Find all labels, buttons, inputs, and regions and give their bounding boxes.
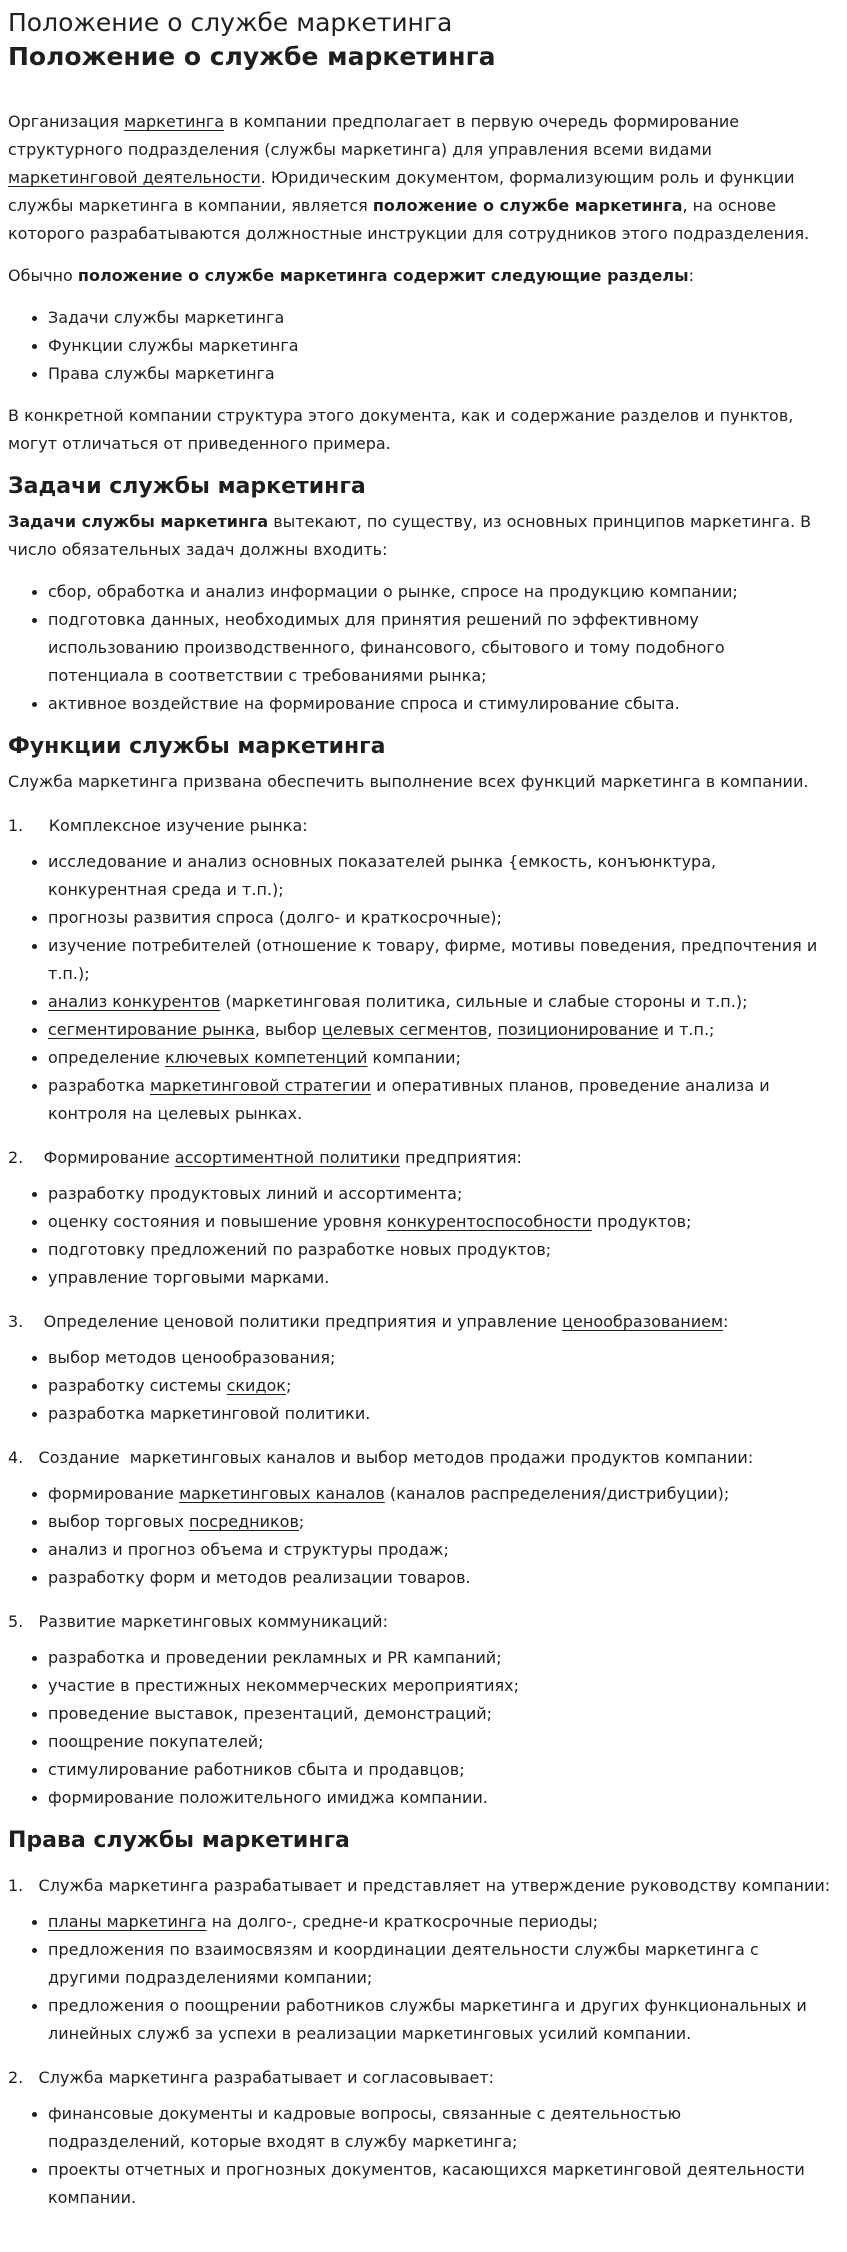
rights-heading: Права службы маркетинга [8, 1828, 350, 1853]
text-segment: предложения по взаимосвязям и координации деятельности службы маркетинга с другими подразделениями компании; [48, 1940, 759, 1987]
bullet-list [8, 848, 823, 1128]
text-segment: подготовку предложений по разработке новых продуктов; [48, 1240, 552, 1259]
list-item [48, 2100, 823, 2156]
inline-link[interactable]: ценообразованием [562, 1312, 724, 1331]
text-segment: ; [298, 1512, 305, 1531]
text-segment: продуктов; [591, 1212, 692, 1231]
list-item [48, 2156, 823, 2212]
list-item [48, 1236, 823, 1264]
inline-link[interactable]: целевых сегментов [321, 1020, 488, 1039]
tasks-list [8, 578, 823, 718]
text-segment: (маркетинговая политика, сильные и слабые стороны и т.п.); [220, 992, 748, 1011]
list-item [48, 690, 823, 718]
list-item [48, 904, 823, 932]
inline-link[interactable]: маркетинга [124, 112, 225, 131]
list-item [48, 1400, 823, 1428]
text-segment: ; [285, 1376, 292, 1395]
text-segment: предприятия: [399, 1148, 522, 1167]
text-segment: изучение потребителей (отношение к товару, фирме, мотивы поведения, предпочтения и т.п.); [48, 936, 818, 983]
list-item [48, 1908, 823, 1936]
text-segment: : [723, 1312, 729, 1331]
numbered-item-title [8, 1872, 831, 1900]
text-segment: 5. Развитие маркетинговых коммуникаций: [8, 1612, 388, 1631]
inline-link[interactable]: планы маркетинга [48, 1912, 207, 1931]
list-item [48, 1936, 823, 1992]
inline-link[interactable]: ассортиментной политики [174, 1148, 400, 1167]
list-item [48, 1784, 823, 1812]
inline-link[interactable]: маркетинговой стратегии [149, 1076, 372, 1095]
bold-text: положение о службе маркетинга [372, 196, 683, 215]
bold-text: положение о службе маркетинга содержит следующие разделы [77, 266, 689, 285]
inline-link[interactable]: маркетинговой деятельности [8, 168, 261, 187]
text-segment: определение [48, 1048, 166, 1067]
list-item [48, 1016, 823, 1044]
tasks-paragraph [8, 508, 823, 564]
list-item [48, 1044, 823, 1072]
list-item [48, 1992, 823, 2048]
tasks-heading: Задачи службы маркетинга [8, 474, 366, 499]
text-segment: и оперативных планов, проведение анализа и контроля на целевых рынках. [48, 1076, 770, 1123]
intro-paragraph-1 [8, 108, 823, 248]
text-segment: (каналов распределения/дистрибуции); [384, 1484, 730, 1503]
list-item [48, 1264, 823, 1292]
inline-link[interactable]: конкурентоспособности [386, 1212, 592, 1231]
text-segment: Обычно [8, 266, 78, 285]
text-segment: : [688, 266, 694, 285]
text-segment: участие в престижных некоммерческих мероприятиях; [48, 1676, 520, 1695]
text-segment: 1. Комплексное изучение рынка: [8, 816, 308, 835]
list-item [48, 1644, 823, 1672]
intro-paragraph-3: В конкретной компании структура этого документа, как и содержание разделов и пунктов, могут отличаться от приведенного примера. [8, 406, 794, 453]
bullet-list [8, 1480, 823, 1592]
text-segment: компании; [367, 1048, 461, 1067]
list-item [48, 1480, 823, 1508]
text-segment: , выбор [254, 1020, 322, 1039]
list-item [48, 988, 823, 1016]
list-item [48, 1180, 823, 1208]
text-segment: разработку продуктовых линий и ассортимента; [48, 1184, 463, 1203]
text-segment: Организация [8, 112, 125, 131]
text-segment: разработка [48, 1076, 150, 1095]
numbered-item-title [8, 1608, 823, 1636]
numbered-item-title [8, 1444, 823, 1472]
text-segment: исследование и анализ основных показателей рынка {емкость, конъюнктура, конкурентная среда и т.п.); [48, 852, 717, 899]
list-item [48, 1564, 823, 1592]
text-segment: разработка маркетинговой политики. [48, 1404, 371, 1423]
intro-paragraph-2 [8, 262, 823, 290]
text-segment: предложения о поощрении работников службы маркетинга и других функциональных и линейных служб за успехи в реализации маркетинговых усилий компании. [48, 1996, 807, 2043]
page-pretitle: Положение о службе маркетинга [8, 8, 453, 37]
inline-link[interactable]: посредников [189, 1512, 299, 1531]
list-item [48, 1536, 823, 1564]
text-segment: выбор торговых [48, 1512, 190, 1531]
text-segment: формирование [48, 1484, 180, 1503]
bullet-list [8, 1908, 823, 2048]
text-segment: 4. Создание маркетинговых каналов и выбор методов продажи продуктов компании: [8, 1448, 754, 1467]
text-segment: в компании предполагает в первую очередь формирование структурного подразделения (службы маркетинга) для управления всеми видами [8, 112, 740, 159]
text-segment: разработка и проведении рекламных и PR кампаний; [48, 1648, 502, 1667]
inline-link[interactable]: анализ конкурентов [48, 992, 221, 1011]
text-segment: прогнозы развития спроса (долго- и краткосрочные); [48, 908, 502, 927]
inline-link[interactable]: сегментирование рынка [48, 1020, 255, 1039]
text-segment: управление торговыми марками. [48, 1268, 330, 1287]
list-item [48, 1728, 823, 1756]
sections-list-item: • Права службы маркетинга [48, 360, 823, 388]
sections-list-item: • Задачи службы маркетинга [48, 304, 823, 332]
bullet-list [8, 1344, 823, 1428]
list-item [48, 932, 823, 988]
text-segment: оценку состояния и повышение уровня [48, 1212, 387, 1231]
text-segment: . Юридическим документом, формализующим роль и функции службы маркетинга в компании, является [8, 168, 795, 215]
list-item [48, 1372, 823, 1400]
list-item [48, 1072, 823, 1128]
bullet-list [8, 1180, 823, 1292]
numbered-item-title [8, 1144, 823, 1172]
list-item [48, 606, 823, 690]
text-segment: выбор методов ценообразования; [48, 1348, 336, 1367]
text-segment: 2. Формирование [8, 1148, 175, 1167]
inline-link[interactable]: скидок [226, 1376, 286, 1395]
text-segment: сбор, обработка и анализ информации о рынке, спросе на продукцию компании; [48, 582, 738, 601]
list-item [48, 1672, 823, 1700]
text-segment: стимулирование работников сбыта и продавцов; [48, 1760, 465, 1779]
inline-link[interactable]: ключевых компетенций [165, 1048, 368, 1067]
text-segment: проекты отчетных и прогнозных документов, касающихся маркетинговой деятельности компании. [48, 2160, 805, 2207]
text-segment: финансовые документы и кадровые вопросы, связанные с деятельностью подразделений, которые входят в службу маркетинга; [48, 2104, 682, 2151]
text-segment: и т.п.; [658, 1020, 715, 1039]
text-segment: поощрение покупателей; [48, 1732, 264, 1751]
list-item [48, 1508, 823, 1536]
bullet-list [8, 2100, 823, 2212]
numbered-item-title [8, 2064, 823, 2092]
text-segment: , на основе которого разрабатываются должностные инструкции для сотрудников этого подразделения. [8, 196, 810, 243]
rights-groups [8, 1872, 831, 2212]
text-segment: разработку системы [48, 1376, 227, 1395]
text-segment: 1. Служба маркетинга разрабатывает и представляет на утверждение руководству компании: [8, 1876, 831, 1895]
page-title: Положение о службе маркетинга [8, 42, 496, 71]
list-item [48, 1700, 823, 1728]
text-segment: 2. Служба маркетинга разрабатывает и согласовывает: [8, 2068, 495, 2087]
list-item [48, 1756, 823, 1784]
text-segment: разработку форм и методов реализации товаров. [48, 1568, 471, 1587]
text-segment: , [487, 1020, 498, 1039]
bullet-list [8, 1644, 823, 1812]
list-item [48, 1208, 823, 1236]
sections-list [8, 304, 823, 388]
text-segment: активное воздействие на формирование спроса и стимулирование сбыта. [48, 694, 680, 713]
sections-list-item: • Функции службы маркетинга [48, 332, 823, 360]
text-segment: на долго-, средне-и краткосрочные периоды; [206, 1912, 599, 1931]
list-item [48, 1344, 823, 1372]
list-item [48, 848, 823, 904]
text-segment: вытекают, по существу, из основных принципов маркетинга. В число обязательных задач должны входить: [8, 512, 812, 559]
bold-text: Задачи службы маркетинга [8, 512, 269, 531]
functions-paragraph: Служба маркетинга призвана обеспечить выполнение всех функций маркетинга в компании. [8, 772, 809, 791]
numbered-item-title [8, 1308, 823, 1336]
list-item [48, 578, 823, 606]
text-segment: проведение выставок, презентаций, демонстраций; [48, 1704, 493, 1723]
functions-heading: Функции службы маркетинга [8, 734, 386, 759]
inline-link[interactable]: позиционирование [497, 1020, 659, 1039]
text-segment: анализ и прогноз объема и структуры продаж; [48, 1540, 449, 1559]
text-segment: формирование положительного имиджа компании. [48, 1788, 488, 1807]
numbered-item-title [8, 812, 823, 840]
text-segment: подготовка данных, необходимых для принятия решений по эффективному использованию производственного, финансового, сбытового и тому подобного потенциала в соответствии с требованиями рынка; [48, 610, 725, 685]
inline-link[interactable]: маркетинговых каналов [179, 1484, 385, 1503]
text-segment: 3. Определение ценовой политики предприятия и управление [8, 1312, 563, 1331]
functions-groups [8, 812, 823, 1812]
